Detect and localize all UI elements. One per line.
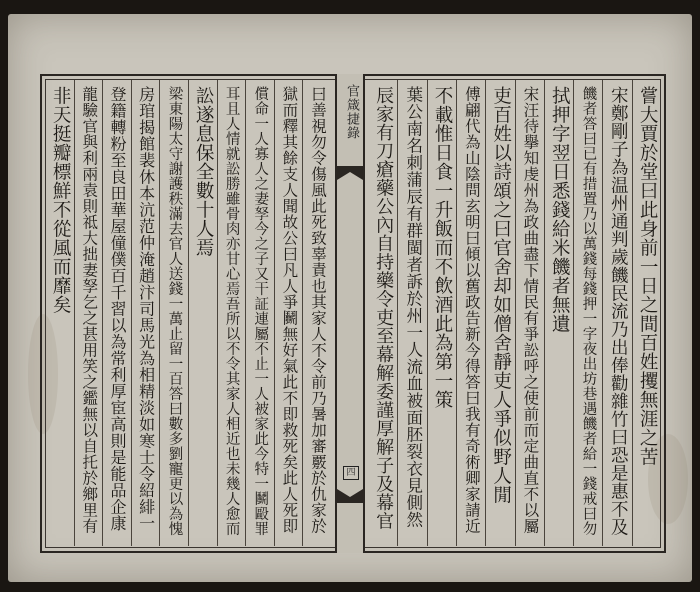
text-column [74, 80, 103, 546]
text-line: 傅翩代為山陰問玄明曰傾以舊政告新今得答曰我有奇術卿家請近 [462, 86, 481, 534]
text-column [427, 80, 456, 546]
text-line: 辰家有刀瘡藥公內自持藥令吏至幕解委謹厚解子及幕官 [373, 86, 395, 530]
text-column [188, 80, 217, 546]
center-fold [335, 74, 365, 553]
text-column [544, 80, 573, 546]
lower-fishtail-icon [337, 489, 363, 503]
text-line: 嘗大賈於堂曰此身前一日之間百姓攫無涯之苦 [637, 86, 659, 466]
text-line: 曰善視勿令傷風此死致辜責也其家人不令前乃暑加審覈於仇家於 [308, 86, 327, 534]
page-number: 四 [343, 466, 359, 480]
text-column [102, 80, 131, 546]
text-line: 拭押字翌日悉錢給米饑者無遺 [549, 86, 571, 333]
text-column [217, 80, 246, 546]
text-line: 房琯揭館裴休本沆范仲淹趙汴司馬光為相精淡如寒士令紹緋一 [136, 86, 156, 532]
text-column [245, 80, 274, 546]
text-column [274, 80, 303, 546]
text-line: 登籍轉粉至良田華屋僮僕百千習以為常利厚宦高則是能品企康 [108, 86, 128, 532]
text-column [369, 80, 397, 546]
text-line: 龍驗官與利兩袁則祗大拙妻孥乞之甚用笑之鑑無以自托於鄉里有 [80, 86, 99, 534]
text-column [159, 80, 188, 546]
text-line: 宋汪待擧知虔州為政曲盡下情民有爭訟呼之使前而定曲直不以屬 [521, 86, 540, 534]
text-column [485, 80, 514, 546]
text-line: 梁東陽太守謝護秩滿去官人送錢一萬止留一百答曰數多劉寵更以為愧 [166, 86, 183, 536]
text-line: 償命一人寡人之妻孥今之子又干証連屬不止一人被家此今特一鬭毆罪 [252, 86, 269, 536]
text-line: 宋鄭剛子為温州通判歲饑民流乃出俸勸雜竹曰恐是惠不及 [608, 86, 629, 536]
text-column [456, 80, 485, 546]
upper-fishtail-icon [337, 166, 363, 180]
text-line: 吏百姓以詩頌之曰官舍却如僧舍靜吏人爭似野人閒 [490, 86, 512, 504]
text-line: 不載惟日食一升飯而不飲酒此為第一策 [432, 86, 454, 409]
text-column [632, 80, 661, 546]
text-column [46, 80, 74, 546]
text-column [602, 80, 631, 546]
text-line: 葉公南名刺蒲辰有群閩者訴於州一人流血被面胚裂衣見側然 [403, 86, 423, 528]
text-column [515, 80, 544, 546]
text-line: 獄而釋其餘支人聞故公曰凡人爭鬭無好氣此不即救死矣此人死即 [280, 86, 299, 534]
fold-title: 官箴捷錄 [344, 84, 359, 140]
text-line: 訟遂息保全數十人焉 [193, 86, 215, 257]
left-text-panel [46, 80, 331, 546]
text-line: 非天挺瓣標鮮不從風而靡矣 [50, 86, 72, 314]
right-text-panel [369, 80, 661, 546]
text-column [397, 80, 426, 546]
text-line: 饑者答曰已有措置乃以萬錢每錢押一字夜出坊巷遇饑者給一錢戒曰勿 [580, 86, 597, 536]
text-line: 耳且人情就訟勝雖骨肉亦甘心焉吾所以不令其家人相近也未幾人愈而 [223, 86, 240, 536]
text-column [573, 80, 602, 546]
text-column [302, 80, 331, 546]
text-column [131, 80, 160, 546]
